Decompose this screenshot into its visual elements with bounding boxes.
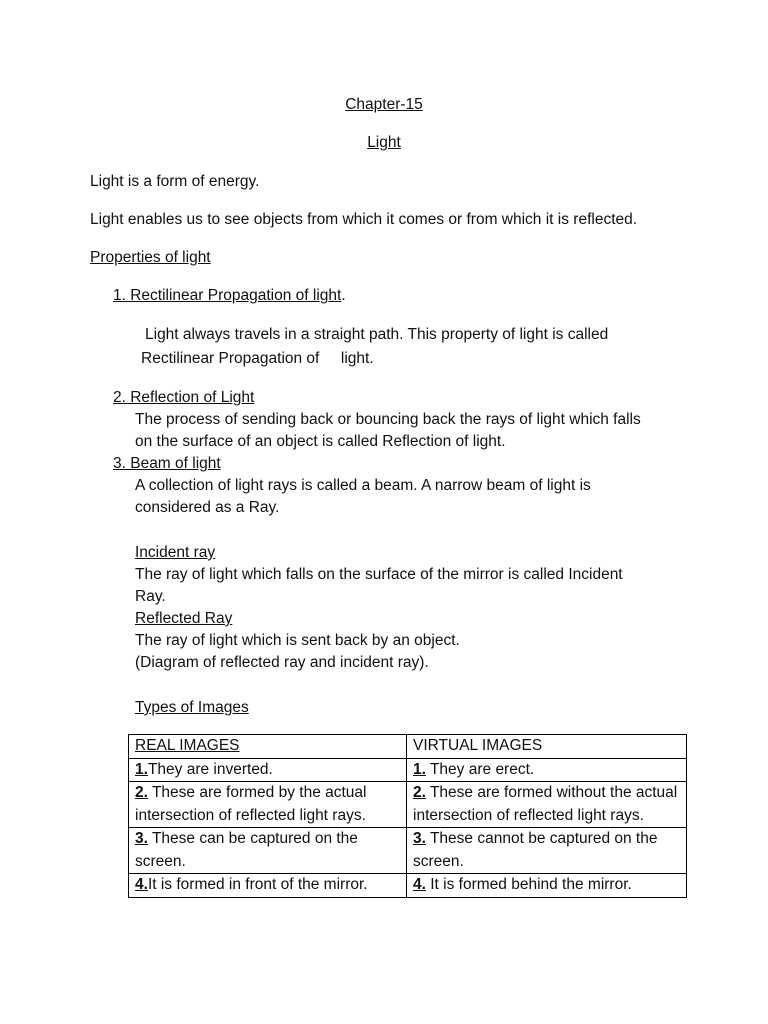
page-title: Light (367, 134, 401, 151)
incident-ray-line-1: The ray of light which falls on the surface of the mirror is called Incident (135, 566, 623, 583)
table-row (129, 758, 687, 782)
table-row (129, 828, 687, 874)
chapter-heading: Chapter-15 (345, 96, 423, 113)
incident-ray-line-2: Ray. (135, 588, 166, 605)
images-comparison-table (128, 734, 687, 898)
section-1-line-1: Light always travels in a straight path. This property of light is called (145, 326, 609, 343)
reflected-ray-line-2: (Diagram of reflected ray and incident ray). (135, 654, 429, 671)
incident-ray-heading: Incident ray (135, 544, 216, 561)
types-of-images-heading: Types of Images (135, 699, 249, 716)
table-cell-real: 4.It is formed in front of the mirror. (129, 874, 407, 898)
section-1-line-2: Rectilinear Propagation of light. (141, 350, 374, 367)
table-cell-virtual: 3. These cannot be captured on the screen. (407, 828, 687, 874)
reflected-ray-heading: Reflected Ray (135, 610, 233, 627)
section-3-line-1: A collection of light rays is called a beam. A narrow beam of light is (135, 477, 591, 494)
table-row (129, 874, 687, 898)
section-2-line-1: The process of sending back or bouncing back the rays of light which falls (135, 411, 641, 428)
intro-line-1: Light is a form of energy. (90, 173, 260, 190)
section-3-heading: 3. Beam of light (113, 455, 221, 472)
section-3-line-2: considered as a Ray. (135, 499, 280, 516)
section-1-heading-wrap (113, 285, 346, 307)
section-1-heading-trail: . (341, 287, 346, 304)
intro-line-2: Light enables us to see objects from which it comes or from which it is reflected. (90, 211, 638, 228)
section-2-heading: 2. Reflection of Light (113, 389, 255, 406)
table-header-row (129, 735, 687, 759)
reflected-ray-line-1: The ray of light which is sent back by an object. (135, 632, 460, 649)
section-1-heading: 1. Rectilinear Propagation of light (113, 287, 342, 304)
header-virtual-images: VIRTUAL IMAGES (407, 735, 687, 759)
properties-heading: Properties of light (90, 249, 211, 266)
table-cell-real: 1.They are inverted. (129, 758, 407, 782)
table-cell-real: 3. These can be captured on the screen. (129, 828, 407, 874)
section-2-line-2: on the surface of an object is called Reflection of light. (135, 433, 506, 450)
table-cell-real: 2. These are formed by the actual intersection of reflected light rays. (129, 782, 407, 828)
table-cell-virtual: 1. They are erect. (407, 758, 687, 782)
table-row (129, 782, 687, 828)
table-cell-virtual: 4. It is formed behind the mirror. (407, 874, 687, 898)
table-cell-virtual: 2. These are formed without the actual intersection of reflected light rays. (407, 782, 687, 828)
header-real-images: REAL IMAGES (129, 735, 407, 759)
